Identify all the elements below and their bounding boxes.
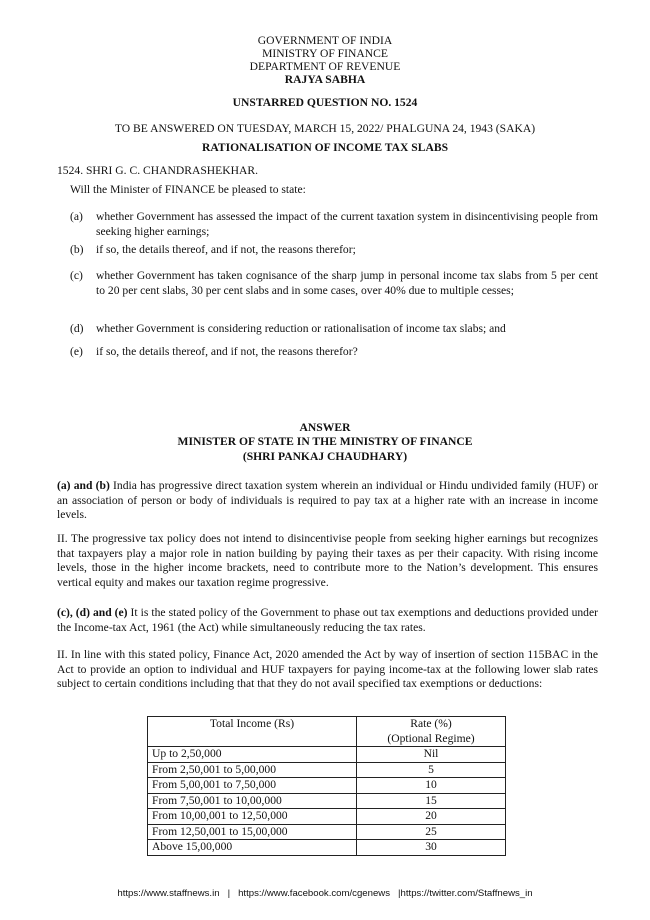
answer-paragraph-ab [57,479,598,523]
paragraph-lead: (a) and (b) [57,479,110,492]
item-text: if so, the details thereof, and if not, the reasons therefor? [96,345,358,358]
rate-cell: 10 [357,778,506,794]
header-government: GOVERNMENT OF INDIA [257,34,393,47]
table-row [148,824,506,840]
income-cell: Up to 2,50,000 [148,747,357,763]
table-row [148,809,506,825]
rate-cell: 20 [357,809,506,825]
tax-slab-table [147,716,506,856]
paragraph-text: India has progressive direct taxation system wherein an individual or Hindu undivided family (HUF) or an association of person or body of individuals is required to pay tax at a higher rate with an increase in income levels. [57,479,598,522]
answer-paragraph-cde [57,606,598,635]
rate-cell: 30 [357,840,506,856]
question-item-c [70,269,598,298]
rate-cell: 15 [357,793,506,809]
header-ministry: MINISTRY OF FINANCE [262,47,388,60]
item-label: (a) [70,210,83,223]
income-cell: From 2,50,001 to 5,00,000 [148,762,357,778]
rate-cell: Nil [357,747,506,763]
footer-link-staffnews[interactable]: https://www.staffnews.in [117,888,220,899]
table-header-row [148,717,506,747]
income-cell: From 5,00,001 to 7,50,000 [148,778,357,794]
subject-title: RATIONALISATION OF INCOME TAX SLABS [201,141,449,154]
answer-minister: MINISTER OF STATE IN THE MINISTRY OF FINANCE [177,435,473,448]
question-number: UNSTARRED QUESTION NO. 1524 [232,96,418,109]
table-row [148,778,506,794]
income-cell: From 7,50,001 to 10,00,000 [148,793,357,809]
income-cell: Above 15,00,000 [148,840,357,856]
item-text: whether Government has taken cognisance of the sharp jump in personal income tax slabs from 5 per cent to 20 per cent slabs, 30 per cent slabs and in some cases, over 40% due to multiple cesses; [96,269,598,297]
footer-link-facebook[interactable]: https://www.facebook.com/cgenews [238,888,391,899]
rate-cell: 5 [357,762,506,778]
item-label: (b) [70,243,84,256]
answer-paragraph-ii-2: II. In line with this stated policy, Finance Act, 2020 amended the Act by way of insertion of section 115BAC in the Act to provide an option to individual and HUF taxpayers for paying income-tax at the following lower slab rates subject to certain conditions including that that they do not avail specified tax exemptions or deductions: [57,648,598,691]
answer-paragraph-ii: II. The progressive tax policy does not intend to disincentivise people from seeking higher earnings but recognizes that taxpayers play a major role in nation building by paying their taxes as per their capacity. With rising income levels, those in the higher income brackets, need to contribute more to the Nation’s development. This ensures vertical equity and makes our taxation regime progressive. [57,532,598,589]
item-label: (e) [70,345,83,358]
header-regime-label: (Optional Regime) [387,731,475,745]
question-item-a [70,210,598,239]
answer-date: TO BE ANSWERED ON TUESDAY, MARCH 15, 2022/ PHALGUNA 24, 1943 (SAKA) [114,122,536,135]
paragraph-text: It is the stated policy of the Government to phase out tax exemptions and deductions provided under the Income-tax Act, 1961 (the Act) while simultaneously reducing the tax rates. [57,606,598,634]
item-text: whether Government is considering reduction or rationalisation of income tax slabs; and [96,322,506,335]
table-row [148,747,506,763]
table-row [148,762,506,778]
item-text: whether Government has assessed the impact of the current taxation system in disincentivising people from seeking higher earnings; [96,210,598,238]
header-house: RAJYA SABHA [284,73,366,86]
footer-links [0,888,650,899]
item-label: (c) [70,269,83,282]
question-item-d [70,322,598,337]
answer-heading: ANSWER [299,421,351,434]
footer-link-twitter[interactable]: https://twitter.com/Staffnews_in [400,888,533,899]
table-row [148,793,506,809]
income-cell: From 10,00,001 to 12,50,000 [148,809,357,825]
question-item-b [70,243,598,258]
item-label: (d) [70,322,84,335]
income-cell: From 12,50,001 to 15,00,000 [148,824,357,840]
table-row [148,840,506,856]
item-text: if so, the details thereof, and if not, the reasons therefor; [96,243,356,256]
header-department: DEPARTMENT OF REVENUE [249,60,401,73]
header-rate [357,717,506,747]
question-intro: Will the Minister of FINANCE be pleased to state: [70,183,306,196]
footer-separator: | [398,888,401,899]
header-rate-label: Rate (%) [410,717,452,730]
question-item-e [70,345,598,360]
header-total-income: Total Income (Rs) [148,717,357,747]
answer-minister-name: (SHRI PANKAJ CHAUDHARY) [242,450,408,463]
footer-separator: | [227,888,231,899]
rate-cell: 25 [357,824,506,840]
paragraph-lead: (c), (d) and (e) [57,606,128,619]
member-name: 1524. SHRI G. C. CHANDRASHEKHAR. [57,164,258,177]
